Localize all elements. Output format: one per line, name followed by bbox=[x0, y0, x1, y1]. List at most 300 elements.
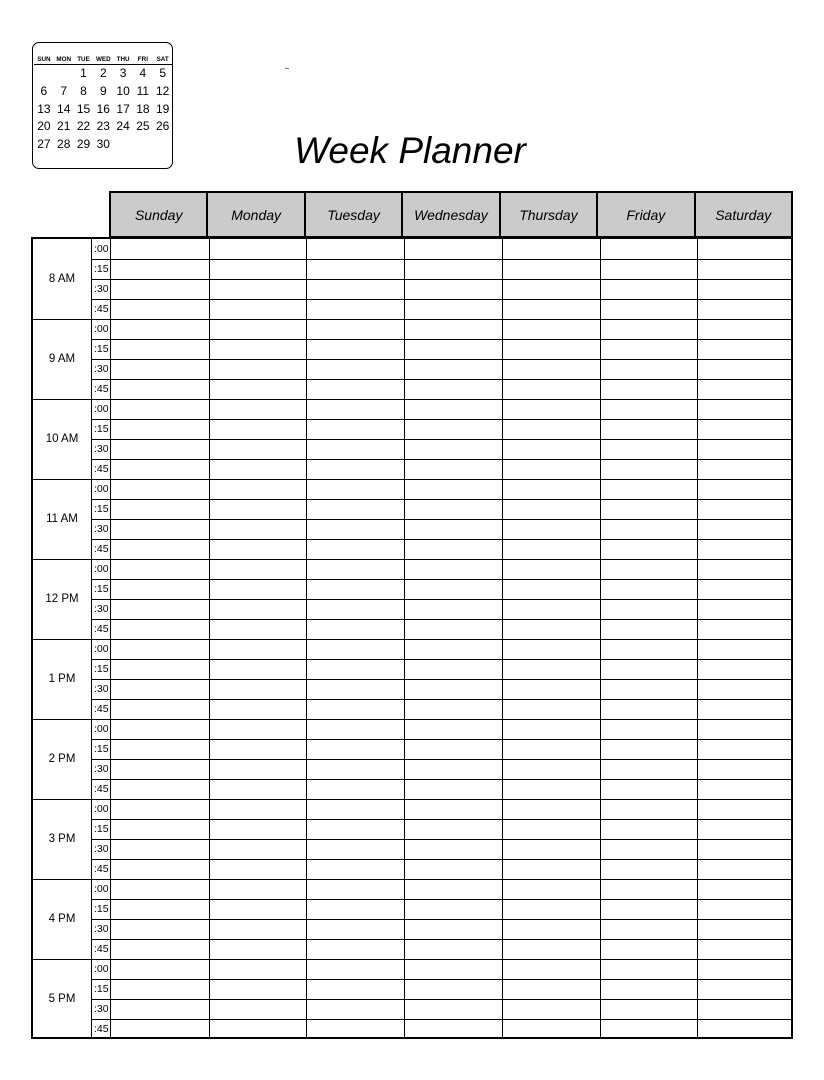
time-slot-cell[interactable] bbox=[405, 240, 501, 258]
time-slot-cell[interactable] bbox=[307, 960, 403, 978]
mini-calendar-week bbox=[34, 136, 173, 153]
time-slot-cell[interactable] bbox=[112, 380, 208, 398]
time-slot-cell[interactable] bbox=[601, 860, 697, 878]
time-slot-cell[interactable] bbox=[307, 900, 403, 918]
time-slot-cell[interactable] bbox=[210, 500, 306, 518]
time-slot-cell[interactable] bbox=[405, 820, 501, 838]
quarter-label: :30 bbox=[94, 923, 109, 935]
time-slot-cell[interactable] bbox=[601, 460, 697, 478]
time-slot-cell[interactable] bbox=[698, 540, 794, 558]
day-header-thursday: Thursday bbox=[499, 193, 596, 236]
time-slot-cell[interactable] bbox=[698, 680, 794, 698]
time-slot-cell[interactable] bbox=[601, 540, 697, 558]
time-slot-cell[interactable] bbox=[405, 780, 501, 798]
time-slot-cell[interactable] bbox=[601, 500, 697, 518]
time-slot-cell[interactable] bbox=[503, 780, 599, 798]
time-slot-cell[interactable] bbox=[307, 380, 403, 398]
time-slot-cell[interactable] bbox=[307, 320, 403, 338]
time-slot-cell[interactable] bbox=[503, 540, 599, 558]
time-slot-cell[interactable] bbox=[307, 740, 403, 758]
time-slot-cell[interactable] bbox=[601, 900, 697, 918]
time-slot-cell[interactable] bbox=[503, 640, 599, 658]
time-slot-cell[interactable] bbox=[307, 980, 403, 998]
time-slot-cell[interactable] bbox=[503, 580, 599, 598]
time-slot-cell[interactable] bbox=[307, 1000, 403, 1018]
time-slot-cell[interactable] bbox=[503, 400, 599, 418]
time-slot-cell[interactable] bbox=[112, 820, 208, 838]
time-slot-cell[interactable] bbox=[601, 760, 697, 778]
time-slot-cell[interactable] bbox=[503, 740, 599, 758]
time-slot-cell[interactable] bbox=[503, 480, 599, 498]
mini-calendar-day: 28 bbox=[57, 136, 71, 151]
time-slot-cell[interactable] bbox=[698, 740, 794, 758]
time-slot-cell[interactable] bbox=[405, 840, 501, 858]
time-slot-cell[interactable] bbox=[112, 980, 208, 998]
time-slot-cell[interactable] bbox=[112, 320, 208, 338]
time-slot-cell[interactable] bbox=[405, 340, 501, 358]
time-slot-cell[interactable] bbox=[503, 720, 599, 738]
time-slot-cell[interactable] bbox=[307, 680, 403, 698]
time-slot-cell[interactable] bbox=[503, 840, 599, 858]
time-slot-cell[interactable] bbox=[307, 300, 403, 318]
time-slot-cell[interactable] bbox=[210, 820, 306, 838]
time-slot-cell[interactable] bbox=[405, 320, 501, 338]
time-slot-cell[interactable] bbox=[210, 1020, 306, 1038]
time-slot-cell[interactable] bbox=[601, 380, 697, 398]
time-slot-cell[interactable] bbox=[307, 700, 403, 718]
time-slot-cell[interactable] bbox=[698, 1000, 794, 1018]
time-slot-cell[interactable] bbox=[112, 660, 208, 678]
time-slot-cell[interactable] bbox=[503, 320, 599, 338]
time-slot-cell[interactable] bbox=[405, 700, 501, 718]
time-slot-cell[interactable] bbox=[503, 900, 599, 918]
time-slot-cell[interactable] bbox=[405, 680, 501, 698]
time-slot-cell[interactable] bbox=[601, 840, 697, 858]
time-slot-cell[interactable] bbox=[698, 820, 794, 838]
time-slot-cell[interactable] bbox=[601, 260, 697, 278]
time-slot-cell[interactable] bbox=[601, 680, 697, 698]
time-slot-cell[interactable] bbox=[112, 560, 208, 578]
mini-calendar-day: 13 bbox=[37, 101, 51, 116]
time-slot-cell[interactable] bbox=[112, 240, 208, 258]
time-slot-cell[interactable] bbox=[601, 720, 697, 738]
time-slot-cell[interactable] bbox=[405, 400, 501, 418]
time-slot-cell[interactable] bbox=[601, 620, 697, 638]
time-slot-cell[interactable] bbox=[503, 280, 599, 298]
time-slot-cell[interactable] bbox=[698, 800, 794, 818]
time-slot-cell[interactable] bbox=[210, 440, 306, 458]
time-slot-cell[interactable] bbox=[112, 720, 208, 738]
time-slot-cell[interactable] bbox=[210, 900, 306, 918]
time-slot-cell[interactable] bbox=[210, 420, 306, 438]
mini-calendar-week bbox=[34, 65, 173, 82]
time-slot-cell[interactable] bbox=[307, 760, 403, 778]
time-slot-cell[interactable] bbox=[112, 700, 208, 718]
time-slot-cell[interactable] bbox=[601, 440, 697, 458]
time-slot-cell[interactable] bbox=[210, 320, 306, 338]
time-slot-cell[interactable] bbox=[307, 640, 403, 658]
time-slot-cell[interactable] bbox=[210, 400, 306, 418]
time-slot-cell[interactable] bbox=[307, 460, 403, 478]
time-slot-cell[interactable] bbox=[112, 640, 208, 658]
time-slot-cell[interactable] bbox=[698, 320, 794, 338]
weekday-label: THU bbox=[116, 56, 130, 63]
time-slot-cell[interactable] bbox=[112, 900, 208, 918]
time-slot-cell[interactable] bbox=[112, 620, 208, 638]
time-slot-cell[interactable] bbox=[601, 320, 697, 338]
time-slot-cell[interactable] bbox=[503, 820, 599, 838]
time-slot-cell[interactable] bbox=[210, 460, 306, 478]
time-slot-cell[interactable] bbox=[210, 480, 306, 498]
time-slot-cell[interactable] bbox=[405, 440, 501, 458]
time-slot-cell[interactable] bbox=[503, 260, 599, 278]
time-slot-cell[interactable] bbox=[307, 780, 403, 798]
time-slot-cell[interactable] bbox=[405, 980, 501, 998]
time-slot-cell[interactable] bbox=[307, 1020, 403, 1038]
time-slot-cell[interactable] bbox=[307, 820, 403, 838]
time-slot-cell[interactable] bbox=[405, 1000, 501, 1018]
time-slot-cell[interactable] bbox=[112, 880, 208, 898]
time-slot-cell[interactable] bbox=[210, 660, 306, 678]
mini-calendar-day: 20 bbox=[37, 119, 51, 133]
time-slot-cell[interactable] bbox=[601, 1000, 697, 1018]
time-slot-cell[interactable] bbox=[112, 740, 208, 758]
time-slot-cell[interactable] bbox=[405, 1020, 501, 1038]
time-slot-cell[interactable] bbox=[405, 620, 501, 638]
time-slot-cell[interactable] bbox=[405, 760, 501, 778]
time-slot-cell[interactable] bbox=[503, 700, 599, 718]
time-slot-cell[interactable] bbox=[503, 460, 599, 478]
stray-mark bbox=[285, 68, 289, 69]
time-slot-cell[interactable] bbox=[601, 960, 697, 978]
time-slot-cell[interactable] bbox=[698, 940, 794, 958]
time-slot-cell[interactable] bbox=[210, 1000, 306, 1018]
time-slot-cell[interactable] bbox=[112, 420, 208, 438]
time-slot-cell[interactable] bbox=[307, 800, 403, 818]
time-slot-cell[interactable] bbox=[698, 980, 794, 998]
time-slot-cell[interactable] bbox=[405, 540, 501, 558]
time-slot-cell[interactable] bbox=[405, 360, 501, 378]
time-slot-cell[interactable] bbox=[112, 600, 208, 618]
time-slot-cell[interactable] bbox=[601, 980, 697, 998]
time-slot-cell[interactable] bbox=[112, 540, 208, 558]
time-slot-cell[interactable] bbox=[698, 640, 794, 658]
time-slot-cell[interactable] bbox=[601, 780, 697, 798]
time-slot-cell[interactable] bbox=[698, 620, 794, 638]
time-slot-cell[interactable] bbox=[503, 300, 599, 318]
time-slot-cell[interactable] bbox=[405, 500, 501, 518]
time-slot-cell[interactable] bbox=[503, 1000, 599, 1018]
time-slot-cell[interactable] bbox=[698, 960, 794, 978]
mini-calendar-weekday-row bbox=[34, 55, 173, 65]
time-slot-cell[interactable] bbox=[503, 500, 599, 518]
time-slot-cell[interactable] bbox=[307, 340, 403, 358]
mini-calendar-day: 4 bbox=[139, 66, 147, 80]
time-slot-cell[interactable] bbox=[601, 940, 697, 958]
time-slot-cell[interactable] bbox=[503, 380, 599, 398]
time-slot-cell[interactable] bbox=[210, 980, 306, 998]
time-slot-cell[interactable] bbox=[698, 580, 794, 598]
time-slot-cell[interactable] bbox=[307, 860, 403, 878]
time-slot-cell[interactable] bbox=[210, 780, 306, 798]
time-slot-cell[interactable] bbox=[210, 720, 306, 738]
time-slot-cell[interactable] bbox=[112, 480, 208, 498]
time-slot-cell[interactable] bbox=[210, 940, 306, 958]
time-slot-cell[interactable] bbox=[210, 680, 306, 698]
time-slot-cell[interactable] bbox=[405, 420, 501, 438]
time-slot-cell[interactable] bbox=[601, 400, 697, 418]
time-slot-cell[interactable] bbox=[307, 580, 403, 598]
time-slot-cell[interactable] bbox=[503, 980, 599, 998]
time-slot-cell[interactable] bbox=[307, 360, 403, 378]
time-slot-cell[interactable] bbox=[405, 460, 501, 478]
time-slot-cell[interactable] bbox=[210, 280, 306, 298]
time-slot-cell[interactable] bbox=[503, 920, 599, 938]
time-slot-cell[interactable] bbox=[601, 700, 697, 718]
time-slot-cell[interactable] bbox=[601, 420, 697, 438]
time-slot-cell[interactable] bbox=[210, 520, 306, 538]
time-slot-cell[interactable] bbox=[405, 280, 501, 298]
hour-label: 1 PM bbox=[48, 673, 76, 685]
time-slot-cell[interactable] bbox=[112, 1000, 208, 1018]
time-slot-cell[interactable] bbox=[210, 540, 306, 558]
time-slot-cell[interactable] bbox=[405, 480, 501, 498]
time-slot-cell[interactable] bbox=[503, 680, 599, 698]
time-slot-cell[interactable] bbox=[601, 580, 697, 598]
time-slot-cell[interactable] bbox=[503, 800, 599, 818]
time-slot-cell[interactable] bbox=[112, 1020, 208, 1038]
time-slot-cell[interactable] bbox=[210, 360, 306, 378]
quarter-label: :30 bbox=[94, 443, 109, 455]
time-slot-cell[interactable] bbox=[307, 260, 403, 278]
time-slot-cell[interactable] bbox=[698, 660, 794, 678]
time-slot-cell[interactable] bbox=[405, 880, 501, 898]
time-slot-cell[interactable] bbox=[405, 520, 501, 538]
time-slot-cell[interactable] bbox=[112, 780, 208, 798]
time-slot-cell[interactable] bbox=[210, 380, 306, 398]
time-slot-cell[interactable] bbox=[405, 600, 501, 618]
time-slot-cell[interactable] bbox=[307, 920, 403, 938]
time-slot-cell[interactable] bbox=[307, 880, 403, 898]
time-slot-cell[interactable] bbox=[307, 600, 403, 618]
time-slot-cell[interactable] bbox=[503, 960, 599, 978]
time-slot-cell[interactable] bbox=[698, 260, 794, 278]
time-slot-cell[interactable] bbox=[601, 880, 697, 898]
time-slot-cell[interactable] bbox=[601, 560, 697, 578]
time-slot-cell[interactable] bbox=[210, 300, 306, 318]
time-slot-cell[interactable] bbox=[698, 1020, 794, 1038]
time-slot-cell[interactable] bbox=[503, 660, 599, 678]
mini-calendar-day bbox=[34, 65, 54, 82]
time-slot-cell[interactable] bbox=[698, 520, 794, 538]
time-slot-cell[interactable] bbox=[405, 580, 501, 598]
time-slot-cell[interactable] bbox=[112, 940, 208, 958]
time-slot-cell[interactable] bbox=[405, 800, 501, 818]
time-slot-cell[interactable] bbox=[698, 360, 794, 378]
time-slot-cell[interactable] bbox=[698, 400, 794, 418]
time-slot-cell[interactable] bbox=[307, 500, 403, 518]
time-slot-cell[interactable] bbox=[405, 260, 501, 278]
time-slot-cell[interactable] bbox=[503, 600, 599, 618]
time-slot-cell[interactable] bbox=[503, 940, 599, 958]
time-slot-cell[interactable] bbox=[112, 440, 208, 458]
time-slot-cell[interactable] bbox=[112, 460, 208, 478]
time-slot-cell[interactable] bbox=[698, 280, 794, 298]
time-slot-cell[interactable] bbox=[503, 440, 599, 458]
time-slot-cell[interactable] bbox=[210, 800, 306, 818]
time-slot-cell[interactable] bbox=[405, 900, 501, 918]
time-slot-cell[interactable] bbox=[112, 960, 208, 978]
mini-calendar-day: 25 bbox=[136, 119, 150, 133]
time-slot-cell[interactable] bbox=[503, 240, 599, 258]
time-slot-cell[interactable] bbox=[112, 300, 208, 318]
time-slot-cell[interactable] bbox=[307, 560, 403, 578]
time-slot-cell[interactable] bbox=[698, 860, 794, 878]
time-slot-cell[interactable] bbox=[112, 680, 208, 698]
time-slot-cell[interactable] bbox=[405, 720, 501, 738]
time-slot-cell[interactable] bbox=[405, 920, 501, 938]
time-slot-cell[interactable] bbox=[405, 560, 501, 578]
time-slot-cell[interactable] bbox=[698, 480, 794, 498]
time-slot-cell[interactable] bbox=[112, 340, 208, 358]
time-slot-cell[interactable] bbox=[405, 380, 501, 398]
mini-calendar-day: 3 bbox=[119, 66, 127, 80]
time-slot-cell[interactable] bbox=[503, 340, 599, 358]
time-slot-cell[interactable] bbox=[112, 400, 208, 418]
time-slot-cell[interactable] bbox=[698, 880, 794, 898]
time-slot-cell[interactable] bbox=[503, 620, 599, 638]
time-slot-cell[interactable] bbox=[210, 740, 306, 758]
time-slot-cell[interactable] bbox=[601, 300, 697, 318]
time-slot-cell[interactable] bbox=[503, 420, 599, 438]
time-slot-cell[interactable] bbox=[307, 520, 403, 538]
time-slot-cell[interactable] bbox=[698, 420, 794, 438]
time-slot-cell[interactable] bbox=[307, 420, 403, 438]
time-slot-cell[interactable] bbox=[601, 820, 697, 838]
time-slot-cell[interactable] bbox=[601, 280, 697, 298]
time-slot-cell[interactable] bbox=[405, 660, 501, 678]
time-slot-cell[interactable] bbox=[405, 940, 501, 958]
time-slot-cell[interactable] bbox=[307, 280, 403, 298]
time-slot-cell[interactable] bbox=[307, 480, 403, 498]
time-slot-cell[interactable] bbox=[405, 300, 501, 318]
time-slot-cell[interactable] bbox=[112, 920, 208, 938]
time-slot-cell[interactable] bbox=[112, 760, 208, 778]
time-slot-cell[interactable] bbox=[210, 240, 306, 258]
time-slot-cell[interactable] bbox=[405, 740, 501, 758]
time-slot-cell[interactable] bbox=[601, 640, 697, 658]
time-slot-cell[interactable] bbox=[112, 840, 208, 858]
time-slot-cell[interactable] bbox=[698, 600, 794, 618]
time-slot-cell[interactable] bbox=[601, 920, 697, 938]
time-slot-cell[interactable] bbox=[307, 660, 403, 678]
time-slot-cell[interactable] bbox=[601, 1020, 697, 1038]
time-slot-cell[interactable] bbox=[210, 620, 306, 638]
time-slot-cell[interactable] bbox=[503, 360, 599, 378]
time-slot-cell[interactable] bbox=[601, 360, 697, 378]
time-slot-cell[interactable] bbox=[210, 920, 306, 938]
time-slot-cell[interactable] bbox=[210, 840, 306, 858]
time-slot-cell[interactable] bbox=[210, 760, 306, 778]
time-slot-cell[interactable] bbox=[601, 740, 697, 758]
time-slot-cell[interactable] bbox=[698, 380, 794, 398]
time-slot-cell[interactable] bbox=[601, 340, 697, 358]
time-slot-cell[interactable] bbox=[307, 540, 403, 558]
quarter-label: :45 bbox=[94, 783, 109, 795]
time-slot-cell[interactable] bbox=[601, 600, 697, 618]
time-slot-cell[interactable] bbox=[601, 480, 697, 498]
time-slot-cell[interactable] bbox=[698, 500, 794, 518]
time-slot-cell[interactable] bbox=[601, 660, 697, 678]
time-slot-cell[interactable] bbox=[601, 240, 697, 258]
time-slot-cell[interactable] bbox=[112, 260, 208, 278]
time-slot-cell[interactable] bbox=[210, 340, 306, 358]
time-slot-cell[interactable] bbox=[503, 520, 599, 538]
hour-label: 2 PM bbox=[48, 753, 76, 765]
time-slot-cell[interactable] bbox=[698, 840, 794, 858]
mini-calendar-day: 26 bbox=[156, 119, 170, 133]
time-slot-cell[interactable] bbox=[307, 400, 403, 418]
time-slot-cell[interactable] bbox=[307, 620, 403, 638]
time-slot-cell[interactable] bbox=[698, 560, 794, 578]
time-slot-cell[interactable] bbox=[210, 960, 306, 978]
time-slot-cell[interactable] bbox=[503, 860, 599, 878]
time-slot-cell[interactable] bbox=[698, 460, 794, 478]
time-slot-cell[interactable] bbox=[698, 300, 794, 318]
time-slot-cell[interactable] bbox=[698, 240, 794, 258]
time-slot-cell[interactable] bbox=[210, 640, 306, 658]
time-slot-cell[interactable] bbox=[503, 880, 599, 898]
time-slot-cell[interactable] bbox=[307, 840, 403, 858]
time-slot-cell[interactable] bbox=[503, 1020, 599, 1038]
time-slot-cell[interactable] bbox=[112, 360, 208, 378]
time-slot-cell[interactable] bbox=[307, 240, 403, 258]
time-slot-cell[interactable] bbox=[698, 720, 794, 738]
time-slot-cell[interactable] bbox=[307, 940, 403, 958]
time-slot-cell[interactable] bbox=[112, 500, 208, 518]
time-slot-cell[interactable] bbox=[112, 520, 208, 538]
time-slot-cell[interactable] bbox=[405, 860, 501, 878]
time-slot-cell[interactable] bbox=[210, 700, 306, 718]
time-slot-cell[interactable] bbox=[112, 800, 208, 818]
time-slot-cell[interactable] bbox=[698, 920, 794, 938]
time-slot-cell[interactable] bbox=[405, 640, 501, 658]
time-slot-cell[interactable] bbox=[601, 800, 697, 818]
time-slot-cell[interactable] bbox=[698, 900, 794, 918]
time-slot-cell[interactable] bbox=[210, 860, 306, 878]
time-slot-cell[interactable] bbox=[503, 560, 599, 578]
time-slot-cell[interactable] bbox=[112, 860, 208, 878]
time-slot-cell[interactable] bbox=[210, 600, 306, 618]
time-slot-cell[interactable] bbox=[112, 580, 208, 598]
time-slot-cell[interactable] bbox=[210, 560, 306, 578]
time-slot-cell[interactable] bbox=[698, 700, 794, 718]
time-slot-cell[interactable] bbox=[698, 440, 794, 458]
time-slot-cell[interactable] bbox=[503, 760, 599, 778]
time-slot-cell[interactable] bbox=[210, 260, 306, 278]
time-slot-cell[interactable] bbox=[405, 960, 501, 978]
time-slot-cell[interactable] bbox=[698, 340, 794, 358]
time-slot-cell[interactable] bbox=[307, 440, 403, 458]
weekday-label: FRI bbox=[137, 56, 148, 63]
time-slot-cell[interactable] bbox=[112, 280, 208, 298]
time-slot-cell[interactable] bbox=[210, 580, 306, 598]
time-slot-cell[interactable] bbox=[601, 520, 697, 538]
time-slot-cell[interactable] bbox=[307, 720, 403, 738]
time-slot-cell[interactable] bbox=[210, 880, 306, 898]
time-slot-cell[interactable] bbox=[698, 760, 794, 778]
time-slot-cell[interactable] bbox=[698, 780, 794, 798]
